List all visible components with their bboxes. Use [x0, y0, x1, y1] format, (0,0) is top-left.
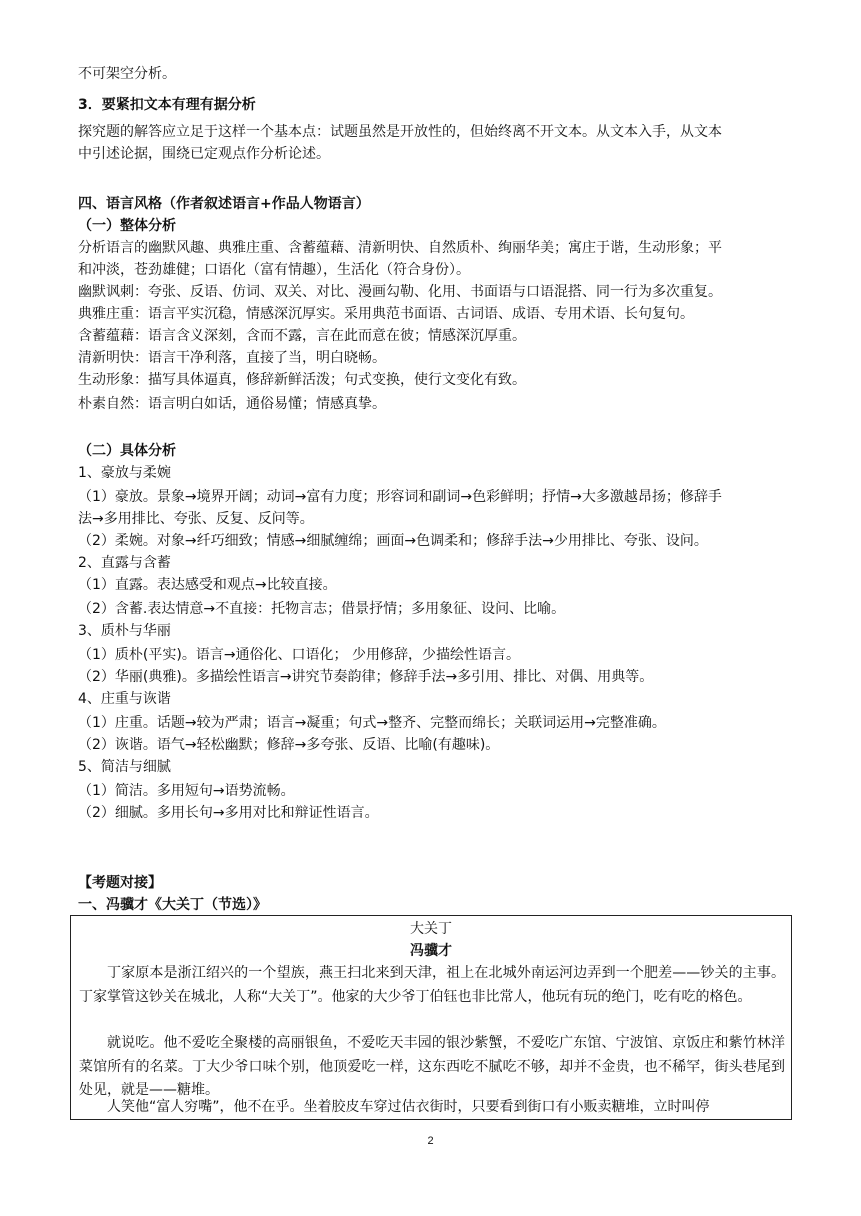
text-line: 朴素自然：语言明白如话，通俗易懂；情感真挚。 — [78, 396, 386, 412]
passage-paragraph: 就说吃。他不爱吃全聚楼的高丽银鱼，不爱吃天丰园的银沙紫蟹，不爱吃广东馆、宁波馆、京饭庄和紫竹林洋菜馆所有的名菜。丁大少爷口味个别，他顶爱吃一样，这东西吃不腻吃不够，却并不金贵，也不稀罕，街头巷尾到处见，就是——糖堆。 — [79, 1035, 785, 1099]
text-line: （1）直露。表达感受和观点→比较直接。 — [78, 577, 337, 593]
text-line: 1、豪放与柔婉 — [78, 465, 171, 481]
subheading: 3．要紧扣文本有理有据分析 — [78, 97, 256, 113]
subsection-heading: （一）整体分析 — [78, 218, 176, 234]
passage-title: 大关丁 — [410, 921, 452, 937]
reading-passage-box — [70, 915, 792, 1120]
text-line: 探究题的解答应立足于这样一个基本点：试题虽然是开放性的，但始终离不开文本。从文本入手，从文本 — [78, 124, 722, 140]
text-line: （2）含蓄.表达情意→不直接：托物言志；借景抒情；多用象征、设问、比喻。 — [78, 601, 566, 617]
passage-author: 冯骥才 — [410, 943, 452, 959]
text-line: （1）豪放。景象→境界开阔；动词→富有力度；形容词和副词→色彩鲜明；抒情→大多激越昂扬；修辞手 — [78, 489, 722, 505]
text-line: （2）细腻。多用长句→多用对比和辩证性语言。 — [78, 805, 379, 821]
text-line: 4、庄重与诙谐 — [78, 691, 171, 707]
text-line: 3、质朴与华丽 — [78, 623, 171, 639]
text-line: （2）柔婉。对象→纤巧细致；情感→细腻缠绵；画面→色调柔和；修辞手法→少用排比、夸张、设问。 — [78, 533, 708, 549]
text-line: 分析语言的幽默风趣、典雅庄重、含蓄蕴藉、清新明快、自然质朴、绚丽华美；寓庄于谐，生动形象；平 — [78, 240, 722, 256]
text-line: 幽默讽刺：夸张、反语、仿词、双关、对比、漫画勾勒、化用、书面语与口语混搭、同一行为多次重复。 — [78, 284, 722, 300]
text-line: 5、简洁与细腻 — [78, 759, 171, 775]
text-line: （2）华丽(典雅)。多描绘性语言→讲究节奏韵律；修辞手法→多引用、排比、对偶、用典等。 — [78, 669, 654, 685]
page-number: 2 — [427, 1135, 434, 1147]
subsection-heading: （二）具体分析 — [78, 443, 176, 459]
text-line: （1）庄重。话题→较为严肃；语言→凝重；句式→整齐、完整而绵长；关联词运用→完整准确。 — [78, 715, 666, 731]
text-line: （2）诙谐。语气→轻松幽默；修辞→多夸张、反语、比喻(有趣味)。 — [78, 737, 500, 753]
text-line: 中引述论据，围绕已定观点作分析论述。 — [78, 146, 330, 162]
text-line: 和冲淡，苍劲雄健；口语化（富有情趣），生活化（符合身份）。 — [78, 262, 470, 278]
exam-heading: 【考题对接】 — [78, 875, 162, 891]
exam-item-title: 一、冯骥才《大关丁（节选）》 — [78, 897, 267, 913]
passage-paragraph: 丁家原本是浙江绍兴的一个望族，燕王扫北来到天津，祖上在北城外南运河边弄到一个肥差——钞关的主事。丁家掌管这钞关在城北，人称“大关丁”。他家的大少爷丁伯钰也非比常人，他玩有玩的绝门，吃有吃的格色。 — [79, 965, 785, 1005]
text-line: 2、直露与含蓄 — [78, 555, 171, 571]
text-line: （1）简洁。多用短句→语势流畅。 — [78, 783, 295, 799]
text-line: 法→多用排比、夸张、反复、反问等。 — [78, 511, 314, 527]
passage-paragraph: 人笑他“富人穷嘴”，他不在乎。坐着胶皮车穿过估衣街时，只要看到街口有小贩卖糖堆，立时叫停 — [107, 1099, 710, 1115]
text-line: 典雅庄重：语言平实沉稳，情感深沉厚实。采用典范书面语、古词语、成语、专用术语、长句复句。 — [78, 306, 694, 322]
text-line: 不可架空分析。 — [78, 66, 176, 82]
text-line: （1）质朴(平实)。语言→通俗化、口语化； 少用修辞，少描绘性语言。 — [78, 647, 521, 663]
text-line: 含蓄蕴藉：语言含义深刻，含而不露，言在此而意在彼；情感深沉厚重。 — [78, 328, 526, 344]
text-line: 清新明快：语言干净利落，直接了当，明白晓畅。 — [78, 350, 386, 366]
text-line: 生动形象：描写具体逼真，修辞新鲜活泼；句式变换，使行文变化有致。 — [78, 372, 526, 388]
section-heading: 四、语言风格（作者叙述语言+作品人物语言） — [78, 196, 370, 212]
